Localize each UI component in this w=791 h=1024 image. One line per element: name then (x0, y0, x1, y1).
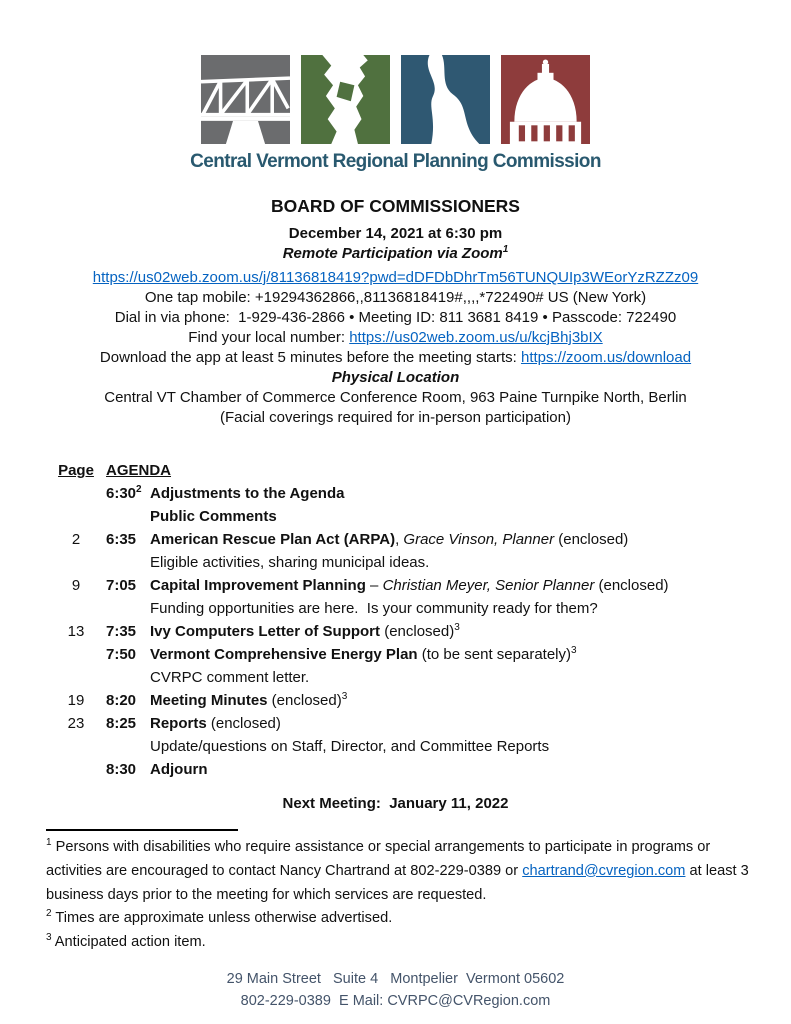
agenda-row (57, 505, 751, 528)
covered-bridge-icon (201, 55, 290, 144)
river-icon (401, 55, 490, 144)
agenda-page-number (57, 735, 95, 758)
page-footer (0, 968, 791, 1012)
footnote-2: $^2$ Times are approximate unless otherwise advertised. (46, 908, 393, 927)
agenda-item-text: Update/questions on Staff, Director, and Committee Reports (150, 738, 550, 755)
facial-coverings-note: (Facial coverings required for in-person participation) (220, 409, 571, 426)
zoom-download-link[interactable]: https://zoom.us/download (520, 349, 692, 366)
capitol-dome-icon (501, 55, 590, 144)
agenda-time: 7:05 (106, 577, 137, 594)
agenda-page-number (57, 597, 95, 620)
dial-in-line: Dial in via phone: 1-929-436-2866 • Meeting ID: 811 3681 8419 • Passcode: 722490 (114, 309, 677, 326)
agenda-row (57, 551, 751, 574)
agenda-page-number (57, 482, 95, 505)
local-number-link[interactable]: https://us02web.zoom.us/u/kcjBhj3bIX (349, 329, 603, 346)
agenda-item-text: Eligible activities, sharing municipal ideas. (150, 554, 430, 571)
footnotes-section (46, 836, 753, 955)
agenda-row (57, 620, 751, 643)
agenda-row (57, 528, 751, 551)
agenda-row (57, 574, 751, 597)
agenda-page-number (57, 643, 95, 666)
download-app-line: Download the app at least 5 minutes before the meeting starts: https://zoom.us/download (99, 349, 692, 366)
footnote-separator (46, 829, 238, 831)
agenda-item-text: Public Comments (150, 508, 277, 525)
agenda-item-text: Vermont Comprehensive Energy Plan (to be sent separately)$^3$ (150, 645, 577, 663)
agenda-page-number: 19 (67, 692, 85, 709)
page-column-header: Page (58, 462, 94, 479)
agenda-time (95, 735, 150, 758)
agenda-row (57, 758, 751, 781)
agenda-time: 6:35 (106, 531, 137, 548)
agenda-item-text: American Rescue Plan Act (ARPA), Grace Vinson, Planner (enclosed) (150, 531, 629, 548)
agenda-time (95, 597, 150, 620)
agenda-item-text: CVRPC comment letter. (150, 669, 310, 686)
agenda-time: $6:30^2$ (106, 484, 142, 502)
agenda-page-number: 2 (71, 531, 81, 548)
agenda-time: 7:50 (106, 646, 137, 663)
zoom-meeting-link[interactable]: https://us02web.zoom.us/j/81136818419?pwd=dDFDbDhrTm56TUNQUIp3WEorYzRZZz09 (92, 269, 699, 286)
agenda-header-row (57, 459, 751, 482)
agenda-row (57, 689, 751, 712)
physical-location-address: Central VT Chamber of Commerce Conference Room, 963 Paine Turnpike North, Berlin (104, 389, 687, 406)
agenda-time (95, 505, 150, 528)
agenda-time: 8:25 (106, 715, 137, 732)
footnote-3: $^3$ Anticipated action item. (46, 932, 206, 951)
agenda-time (95, 666, 150, 689)
footnote-1: $^1$ Persons with disabilities who require assistance or special arrangements to participate in programs or activities are encouraged to contact Nancy Chartrand at 802-229-0389 or chartrand@cvregion.com at least 3 business days prior to the meeting for which services are requested. (46, 837, 753, 903)
footer-address: 29 Main Street Suite 4 Montpelier Vermont 05602 (226, 970, 565, 987)
agenda-item-text: Reports (enclosed) (150, 715, 281, 732)
cvrpc-logo (0, 55, 791, 144)
one-tap-mobile-line: One tap mobile: +19294362866,,81136818419#,,,,*722490# US (New York) (144, 289, 647, 306)
next-meeting-line: Next Meeting: January 11, 2022 (282, 795, 509, 812)
agenda-row (57, 643, 751, 666)
logo-caption: Central Vermont Regional Planning Commission (190, 151, 601, 172)
footer-contact: 802-229-0389 E Mail: CVRPC@CVRegion.com (240, 992, 551, 1009)
agenda-item-text: Adjourn (150, 761, 208, 778)
remote-participation-label: Remote Participation via Zoom$^1$ (282, 244, 509, 262)
agenda-column-header: AGENDA (106, 462, 172, 479)
agenda-row (57, 735, 751, 758)
agenda-row (57, 712, 751, 735)
agenda-page-number (57, 505, 95, 528)
meeting-datetime: December 14, 2021 at 6:30 pm (288, 225, 503, 242)
agenda-time (95, 551, 150, 574)
vermont-map-icon (301, 55, 390, 144)
agenda-page-number (57, 666, 95, 689)
agenda-time: 8:30 (106, 761, 137, 778)
agenda-item-text: Adjustments to the Agenda (150, 485, 345, 502)
agenda-row (57, 482, 751, 505)
local-number-line: Find your local number: https://us02web.zoom.us/u/kcjBhj3bIX (188, 329, 603, 346)
agenda-page-number: 23 (67, 715, 85, 732)
agenda-page-number: 13 (67, 623, 85, 640)
agenda-item-text: Funding opportunities are here. Is your community ready for them? (150, 600, 598, 617)
agenda-row (57, 597, 751, 620)
agenda-page-number: 9 (71, 577, 81, 594)
agenda-item-text: Ivy Computers Letter of Support (enclosed)$^3$ (150, 622, 460, 640)
physical-location-label: Physical Location (331, 369, 460, 386)
agenda-page-number (57, 551, 95, 574)
document-title: BOARD OF COMMISSIONERS (271, 196, 520, 216)
agenda-page-number (57, 758, 95, 781)
agenda-row (57, 666, 751, 689)
agenda-item-text: Capital Improvement Planning – Christian Meyer, Senior Planner (enclosed) (150, 577, 669, 594)
zoom-meeting-link-line (0, 268, 791, 288)
agenda-time: 7:35 (106, 623, 137, 640)
agenda-section (57, 459, 751, 781)
agenda-item-text: Meeting Minutes (enclosed)$^3$ (150, 691, 348, 709)
chartrand-email-link[interactable]: chartrand@cvregion.com (522, 862, 686, 879)
agenda-time: 8:20 (106, 692, 137, 709)
